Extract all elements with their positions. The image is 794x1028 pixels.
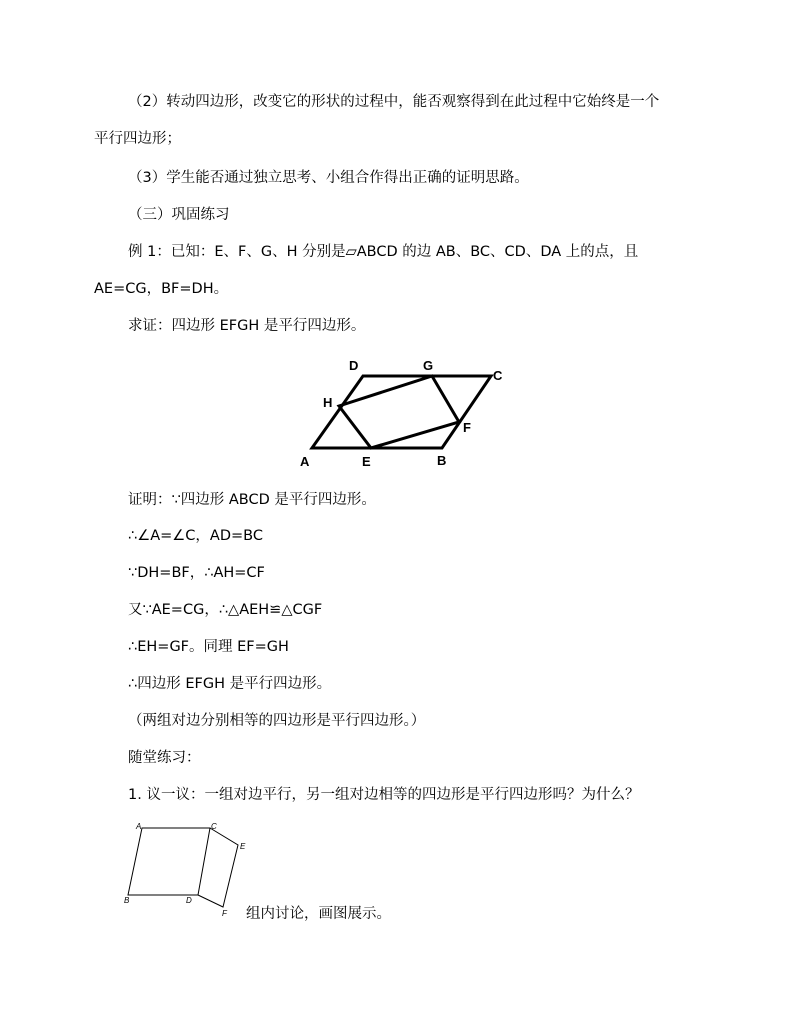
practice-heading: 随堂练习：: [128, 750, 201, 766]
fig2-label-b: B: [124, 896, 130, 905]
figure-question-1: [120, 818, 260, 923]
fig2-label-a: A: [136, 822, 142, 831]
fig2-label-c: C: [211, 822, 217, 831]
segment-c-e-f-d: [198, 828, 238, 907]
question-1: 1. 议一议：一组对边平行，另一组对边相等的四边形是平行四边形吗？为什么？: [128, 787, 640, 803]
proof-line-2: ∴∠A=∠C，AD=BC: [128, 528, 263, 544]
label-e: E: [362, 454, 371, 469]
label-f: F: [463, 420, 471, 435]
proof-line-5: ∴EH=GF。同理 EF=GH: [128, 639, 289, 655]
item-2-line-2: 平行四边形；: [94, 131, 181, 147]
label-d: D: [349, 358, 359, 373]
fig2-label-f: F: [222, 909, 227, 918]
discussion-note: 组内讨论，画图展示。: [246, 906, 391, 922]
label-b: B: [437, 453, 447, 468]
proof-line-6: ∴四边形 EFGH 是平行四边形。: [128, 676, 332, 692]
parallelogram-abdc: [128, 828, 210, 895]
proof-line-1: 证明：∵四边形 ABCD 是平行四边形。: [128, 492, 376, 508]
label-a: A: [300, 454, 310, 469]
label-h: H: [323, 395, 333, 410]
proof-line-4: 又∵AE=CG，∴△AEH≌△CGF: [128, 602, 323, 618]
label-c: C: [493, 368, 503, 383]
label-g: G: [423, 358, 434, 373]
example-1-line-1: 例 1：已知：E、F、G、H 分别是▱ABCD 的边 AB、BC、CD、DA 上的点，且: [128, 244, 639, 260]
theorem-note: （两组对边分别相等的四边形是平行四边形。）: [128, 713, 426, 729]
example-1-line-2: AE=CG，BF=DH。: [94, 281, 229, 297]
prove-statement: 求证：四边形 EFGH 是平行四边形。: [128, 318, 366, 334]
item-3: （3）学生能否通过独立思考、小组合作得出正确的证明思路。: [128, 170, 529, 186]
fig2-label-e: E: [240, 842, 246, 851]
proof-line-3: ∵DH=BF，∴AH=CF: [128, 565, 265, 581]
fig2-label-d: D: [186, 896, 192, 905]
item-2-line-1: （2）转动四边形，改变它的形状的过程中，能否观察得到在此过程中它始终是一个: [128, 94, 660, 110]
figure-parallelogram-efgh: [290, 352, 520, 477]
section-3-heading: （三）巩固练习: [128, 207, 230, 223]
